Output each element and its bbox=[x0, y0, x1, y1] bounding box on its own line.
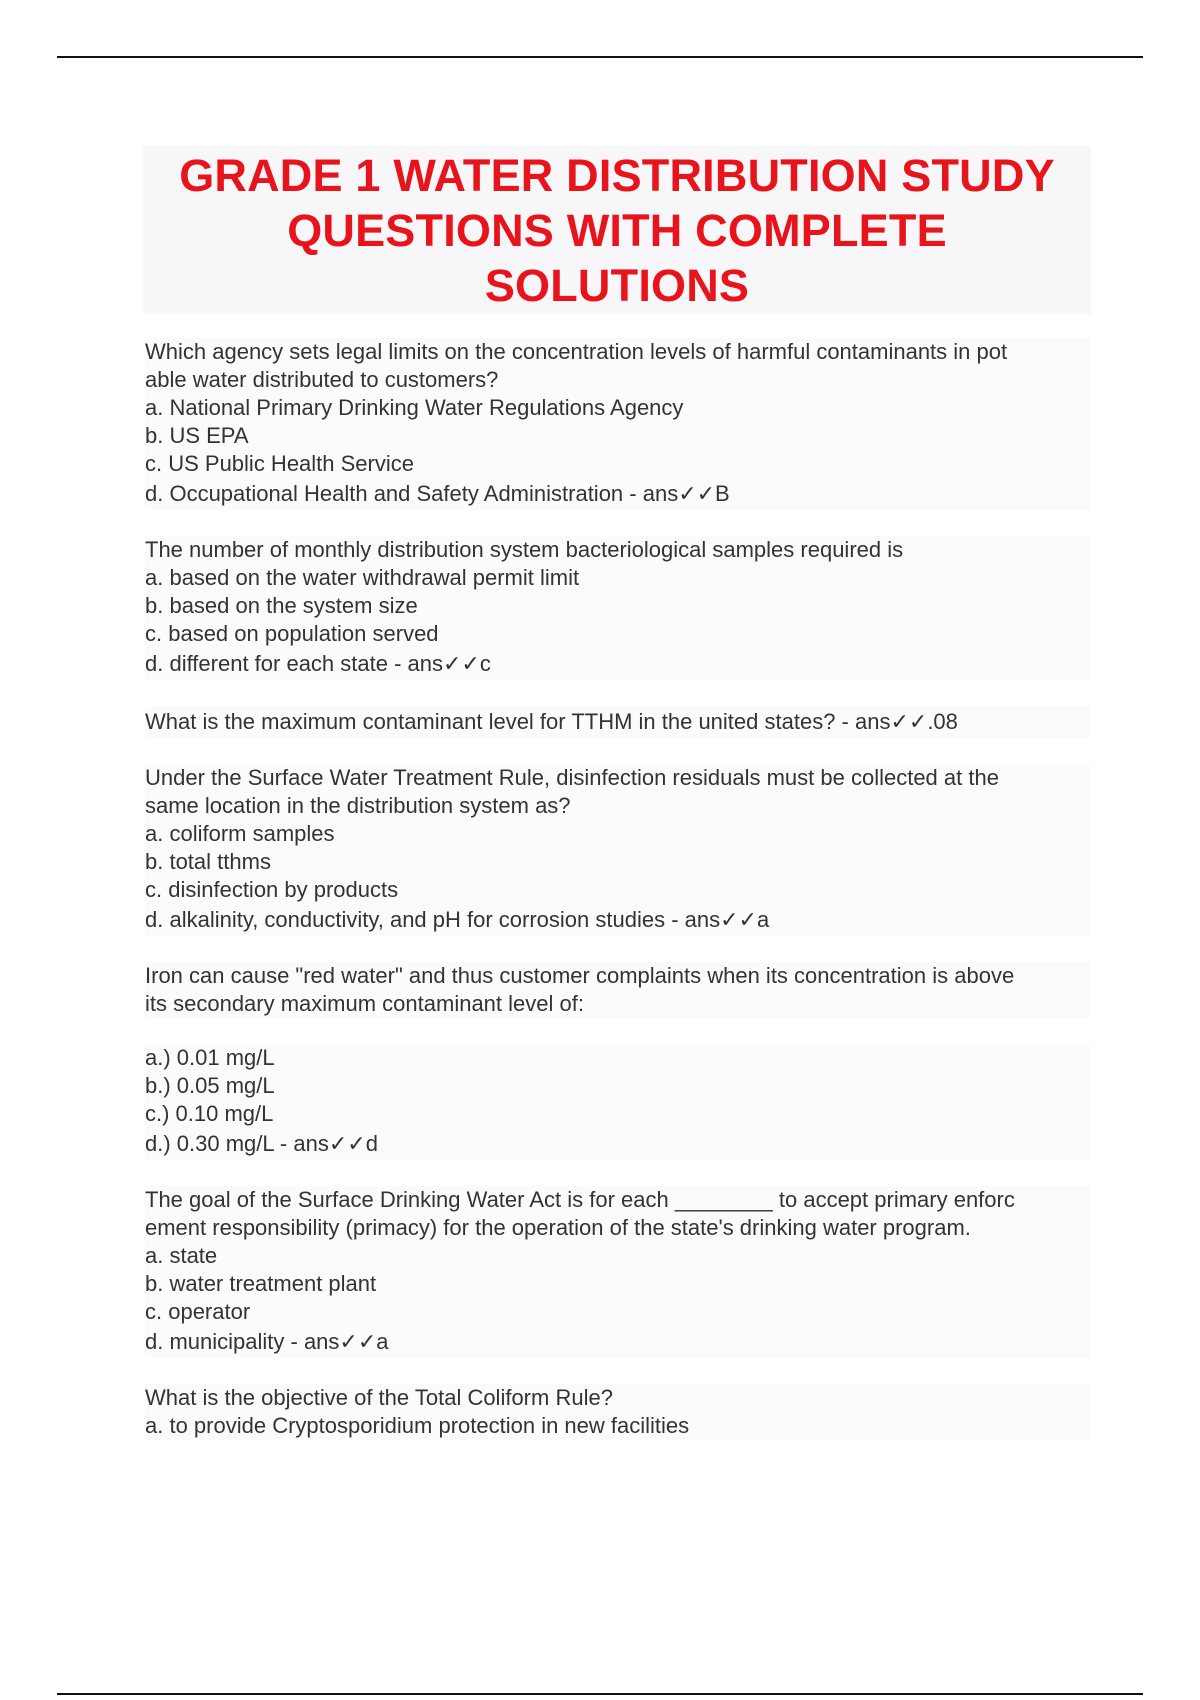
answer-option: c. disinfection by products bbox=[145, 876, 1090, 904]
question-text: The number of monthly distribution system bacteriological samples required is bbox=[145, 536, 1090, 564]
answer-option: c. US Public Health Service bbox=[145, 450, 1090, 478]
question-block bbox=[145, 1186, 1090, 1358]
answer-option-with-key: d. alkalinity, conductivity, and pH for corrosion studies - ans✓✓a bbox=[145, 904, 1090, 936]
question-block bbox=[145, 962, 1090, 1018]
question-text: What is the objective of the Total Coliform Rule? bbox=[145, 1384, 1090, 1412]
answer-option: a. state bbox=[145, 1242, 1090, 1270]
answer-option-with-key: d.) 0.30 mg/L - ans✓✓d bbox=[145, 1128, 1090, 1160]
answer-option: a. based on the water withdrawal permit limit bbox=[145, 564, 1090, 592]
title-line: QUESTIONS WITH COMPLETE bbox=[287, 204, 947, 256]
question-block bbox=[145, 1044, 1090, 1160]
question-text: Which agency sets legal limits on the concentration levels of harmful contaminants in pot bbox=[145, 338, 1090, 366]
answer-option-with-key: d. municipality - ans✓✓a bbox=[145, 1326, 1090, 1358]
answer-option: a.) 0.01 mg/L bbox=[145, 1044, 1090, 1072]
question-block bbox=[145, 706, 1090, 738]
answer-option: b.) 0.05 mg/L bbox=[145, 1072, 1090, 1100]
title-block bbox=[143, 146, 1091, 314]
question-block bbox=[145, 1384, 1090, 1440]
question-text: ement responsibility (primacy) for the operation of the state's drinking water program. bbox=[145, 1214, 1090, 1242]
question-text: able water distributed to customers? bbox=[145, 366, 1090, 394]
title-line: GRADE 1 WATER DISTRIBUTION STUDY bbox=[179, 149, 1055, 201]
answer-option-with-key: d. different for each state - ans✓✓c bbox=[145, 648, 1090, 680]
question-text: its secondary maximum contaminant level of: bbox=[145, 990, 1090, 1018]
answer-option: b. total tthms bbox=[145, 848, 1090, 876]
question-text: Under the Surface Water Treatment Rule, disinfection residuals must be collected at the bbox=[145, 764, 1090, 792]
question-text: same location in the distribution system as? bbox=[145, 792, 1090, 820]
answer-option: c. based on population served bbox=[145, 620, 1090, 648]
answer-option: a. to provide Cryptosporidium protection in new facilities bbox=[145, 1412, 1090, 1440]
footer-rule bbox=[57, 1693, 1143, 1695]
document-title bbox=[179, 148, 1055, 313]
question-text: The goal of the Surface Drinking Water Act is for each ________ to accept primary enforc bbox=[145, 1186, 1090, 1214]
question-block bbox=[145, 764, 1090, 936]
answer-option: b. based on the system size bbox=[145, 592, 1090, 620]
questions-list bbox=[145, 338, 1090, 1466]
question-text: Iron can cause "red water" and thus customer complaints when its concentration is above bbox=[145, 962, 1090, 990]
answer-option: c.) 0.10 mg/L bbox=[145, 1100, 1090, 1128]
answer-option: a. National Primary Drinking Water Regulations Agency bbox=[145, 394, 1090, 422]
header-rule bbox=[57, 56, 1143, 58]
answer-option: c. operator bbox=[145, 1298, 1090, 1326]
answer-option: b. water treatment plant bbox=[145, 1270, 1090, 1298]
answer-option: b. US EPA bbox=[145, 422, 1090, 450]
answer-option: a. coliform samples bbox=[145, 820, 1090, 848]
answer-option-with-key: d. Occupational Health and Safety Administration - ans✓✓B bbox=[145, 478, 1090, 510]
question-with-answer: What is the maximum contaminant level for TTHM in the united states? - ans✓✓.08 bbox=[145, 706, 1090, 738]
question-block bbox=[145, 338, 1090, 510]
question-block bbox=[145, 536, 1090, 680]
title-line: SOLUTIONS bbox=[484, 259, 750, 311]
